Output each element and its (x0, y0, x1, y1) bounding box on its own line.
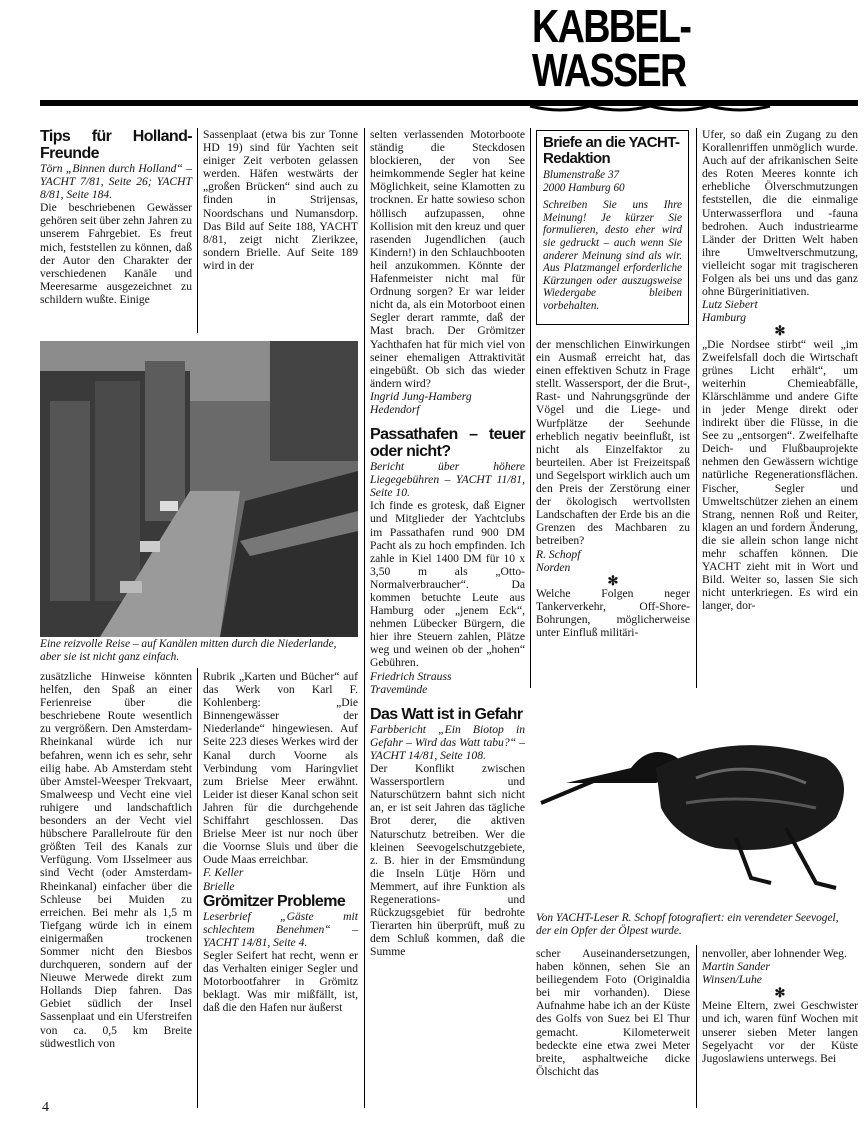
headline-passathafen: Passathafen – teuer oder nicht? (370, 426, 525, 461)
separator-star-icon: ✻ (774, 323, 786, 339)
article-holland-tips (40, 128, 192, 306)
letters-info-box (536, 130, 689, 325)
canal-town-photo (40, 341, 358, 637)
column-rule (530, 128, 531, 688)
masthead-line-1: KABBEL- (532, 0, 691, 52)
article-holland-continued-2 (40, 670, 192, 1050)
box-headline: Briefe an die YACHT-Redaktion (543, 134, 680, 167)
column-4 (536, 338, 690, 639)
body-oil-3: scher Auseinandersetzungen, haben können, sehen Sie an beiliegendem Foto (Originaldia bei mir vorhanden). Diese Aufnahme habe ich an der Küste des Golfs von Suez bei El Thur gemacht. Kilometerweit bedeckte eine etwa zwei Meter breite, asphaltweiche dicke Ölschicht das (536, 947, 690, 1078)
column-rule (364, 128, 365, 1108)
signature-jung-hamberg: Ingrid Jung-Hamberg (370, 389, 472, 403)
body-oil-2: Ufer, so daß ein Zugang zu den Korallenriffen unmöglich wurde. Auch auf der afrikanischen Seite des Roten Meeres konnte ich erhebliche Ölverschmutzungen feststellen, die die einmalige Unterwasserflora und -fauna bedrohen. Auch industriearme Länder der Dritten Welt haben ihre Umweltverschmutzung, vielleicht sogar mit tragischeren Folgen als bei uns und das ganz ohne Bürgerinitiativen. (702, 128, 858, 299)
signature-strauss: Friedrich Strauss (370, 669, 452, 683)
reference-watt: Farbbericht „Ein Biotop in Gefahr – Wird das Watt tabu?“ – YACHT 14/81, Seite 108. (370, 722, 525, 762)
masthead-line-2: WASSER (532, 44, 686, 96)
photo1-caption: Eine reizvolle Reise – auf Kanälen mitten durch die Niederlande, aber sie ist nicht ganz einfach. (40, 638, 337, 663)
column-rule (696, 128, 697, 688)
reference-groemitz: Leserbrief „Gäste mit schlechtem Benehmen“ – YACHT 14/81, Seite 4. (203, 909, 358, 949)
box-address-city: 2000 Hamburg 60 (543, 181, 625, 194)
column-5 (702, 128, 858, 612)
separator-star-icon: ✻ (774, 985, 786, 1001)
box-address-street: Blumenstraße 37 (543, 169, 620, 181)
body-oil-1: Welche Folgen neger Tankerverkehr, Off-Shore-Bohrungen, möglicherweise unter Einfluß militäri- (536, 586, 690, 640)
column-5-bottom (702, 947, 858, 1065)
signature-sander: Martin Sander (702, 960, 770, 974)
article-holland-continued-3 (203, 670, 358, 1014)
body-holland-4: Rubrik „Karten und Bücher“ auf das Werk von Karl F. Kohlenberg: „Die Binnengewässer der Niederlande“ hingewiesen. Auf Seite 223 dieses Werkes wird der Kanal durch Voorne als Verbindung vom Haringvliet zum Brielse Meer erwähnt. Leider ist dieser Kanal schon seit Jahren für die durchgehende Schiffahrt geschlossen. Das Brielse Meer ist nur noch über die Voornse Sluis und über die Oude Maas erreichbar. (203, 670, 358, 867)
signature-winsen: Winsen/Luhe (702, 973, 762, 987)
dead-seabird-photo (536, 708, 856, 908)
reference-holland: Törn „Binnen durch Holland“ – YACHT 7/81, Seite 26; YACHT 8/81, Seite 184. (40, 162, 192, 202)
signature-hedendorf: Hedendorf (370, 402, 420, 416)
signature-norden: Norden (536, 560, 571, 574)
separator-star-icon: ✻ (607, 572, 619, 588)
headline-holland: Tips für Holland-Freunde (40, 128, 192, 162)
article-holland-continued (203, 128, 358, 272)
box-text: Schreiben Sie uns Ihre Meinung! Je kürzer Sie formulieren, desto eher wird sie gedruckt – auch wenn Sie anderer Meinung sind als wir. Aus Platzmangel erforderliche Kürzungen oder auszugsweise Wiedergabe bleiben vorbehalten. (543, 199, 682, 312)
body-watt-2: der menschlichen Einwirkungen ein Ausmaß erreicht hat, das einen effektiven Schutz in Frage stellt. Wassersport, der die Brut-, Rast- und Nahrungsgründe der Vögel und die Liege- und Wurfplätze der Seehunde erheblich negativ beeinflußt, ist nicht als Einzelfaktor zu beurteilen. Aber ist Freizeitspaß und Segelsport wirklich auch um den Preis der Zerstörung einer der ökologisch wertvollsten Landschaften der Erde bis an die Grenzen des Machbaren zu betreiben? (536, 338, 690, 548)
body-watt-1: Der Konflikt zwischen Wassersportlern und Naturschützern bahnt sich nicht an, er ist seit Jahren das tägliche Brot derer, die aktiven Naturschutz betreiben. Wer die kleinen Seevogelschutzgebiete, z. B. hier in der Emsmündung die Inseln Lütje Hörn und Memmert, auf ihre Funktion als Regenerations- und Rückzugsgebiet für bedrohte Tierarten hin überprüft, muß zu dem Schluß kommen, daß die Summe (370, 762, 525, 959)
column-4-bottom (536, 947, 690, 1078)
column-rule (197, 128, 198, 333)
headline-groemitz: Grömitzer Probleme (203, 892, 346, 910)
body-jugoslawien: Meine Eltern, zwei Geschwister und ich, waren fünf Wochen mit unserer sieben Meter langen Segelyacht vor der Küste Jugoslawiens unterwegs. Bei (702, 999, 858, 1065)
column-rule (197, 668, 198, 1108)
body-holland-1: Die beschriebenen Gewässer gehören seit über zehn Jahren zu unserem Fahrgebiet. Es freut mich, feststellen zu können, daß der Autor den Charakter der verschiedenen Kanäle und Meeresarme ausgezeichnet zu schildern wußte. Einige (40, 201, 192, 306)
signature-brielle: Brielle (203, 879, 235, 893)
body-passathafen: Ich finde es grotesk, daß Eigner und Mitglieder der Yachtclubs im Passathafen rund 900 DM Pacht als zu hoch empfinden. Ich zahle in Kiel 1400 DM für 10 x 3,50 m als „Otto-Normalverbraucher“. Da kommen betuchte Leute aus Hamburg oder „jenem Eck“, nehmen Lübecker Bürgern, die hier ihre Steuern zahlen, Plätze weg und weinen ob der „hohen“ Gebühren. (370, 499, 525, 670)
masthead (532, 0, 860, 96)
signature-hamburg: Hamburg (702, 311, 747, 325)
body-holland-2: Sassenplaat (etwa bis zur Tonne HD 19) sind für Yachten seit einiger Zeit verboten gelassen werden. Häfen westwärts der „großen Brücken“ sind auch zu finden in Strijensas, Noordschans und Numansdorp. Das Bild auf Seite 188, YACHT 8/81, zeigt nicht Zierikzee, sondern Brielle. Auf Seite 189 wird in der (203, 128, 358, 272)
reference-passathafen: Bericht über höhere Liegegebühren – YACHT 11/81, Seite 10. (370, 460, 525, 500)
signature-schopf: R. Schopf (536, 547, 581, 561)
signature-keller: F. Keller (203, 866, 244, 880)
body-nordsee-end: nenvoller, aber lohnender Weg. (702, 947, 847, 960)
signature-siebert: Lutz Siebert (702, 298, 758, 312)
signature-travemuende: Travemünde (370, 682, 428, 696)
body-holland-3: zusätzliche Hinweise könnten helfen, den Spaß an einer Ferienreise über die beschriebene Route wesentlich zu vergrößern. Den Amsterdam-Rheinkanal würde ich nur befahren, wenn ich es sehr, sehr eilig habe. Ab Amsterdam steht über Amstel-Weesper Trekvaart, Smalweesp und Vecht eine viel ruhigere und landschaftlich besonders an der Vecht viel hübschere Parallelroute für den größten Teil des Kanals zur Verfügung. Vom IJsselmeer aus sind Vecht (oder Amsterdam-Rheinkanal) einfacher über die Schleuse bei Muiden zu erreichen. Bei mehr als 1,5 m Tiefgang würde ich in einem einigermaßen trockenen Sommer nicht den Biesbos durchqueren, sondern auf der Nieuwe Merwede direkt zum Hollands Diep fahren. Das Gebiet südlich der Insel Sassenplaat und ein Uferstreifen von ca. 0,5 km Breite südwestlich von (40, 670, 192, 1050)
body-groemitz-1: Segler Seifert hat recht, wenn er das Verhalten einiger Segler und Motorbootfahrer in Grömitz beklagt. Was mir mißfällt, ist, daß die den Hafen nur äußerst (203, 948, 358, 1015)
column-rule (696, 945, 697, 1108)
photo2-caption: Von YACHT-Leser R. Schopf fotografiert: ein verendeter Seevogel, der ein Opfer der Ölpest wurde. (536, 912, 839, 937)
body-groemitz-2: selten verlassenden Motorboote ständig die Steckdosen blockieren, der von See heimkommende Segler hat keine Möglichkeit, seine Klamotten zu trocknen. Er hatte sowieso schon höllisch aufzupassen, ohne Kollision mit den kreuz und quer rasenden Jugendlichen (auch Kindern!) in den Schlauchbooten heil anzukommen. Könnte der Hafenmeister nicht mal für Ordnung sorgen? Er war leider nicht da, als ein Motorboot einen Segler derart rammte, daß der Mast brach. Der Grömitzer Yachthafen hat für mich viel von seiner ehemaligen Attraktivität eingebüßt. Ob sich das wieder ändern wird? (370, 128, 525, 390)
wave-rule (40, 100, 858, 114)
headline-watt: Das Watt ist in Gefahr (370, 705, 523, 723)
body-nordsee: „Die Nordsee stirbt“ weil „im Zweifelsfall doch die Wirtschaft grünes Licht erhält“, um weiterhin Chemieabfälle, Klärschlämme und andere Gifte in jeder Menge direkt oder indirekt über die Flüsse, in die See zu „entsorgen“. Zweifelhafte Deich- und Flußbauprojekte nehmen den Gewässern wichtige natürliche Regenerationsflächen. Fischer, Segler und Umweltschützer ziehen an einem Strang, nennen Roß und Reiter, klagen an und fordern Änderung, die sie allein schon lange nicht mehr schaffen können. Die YACHT zieht mit in Wort und Bild. Weiter so, lassen Sie sich nicht unterkriegen. Es wird ein langer, dor- (702, 337, 858, 613)
column-3 (370, 128, 525, 958)
page-number: 4 (42, 1100, 49, 1115)
